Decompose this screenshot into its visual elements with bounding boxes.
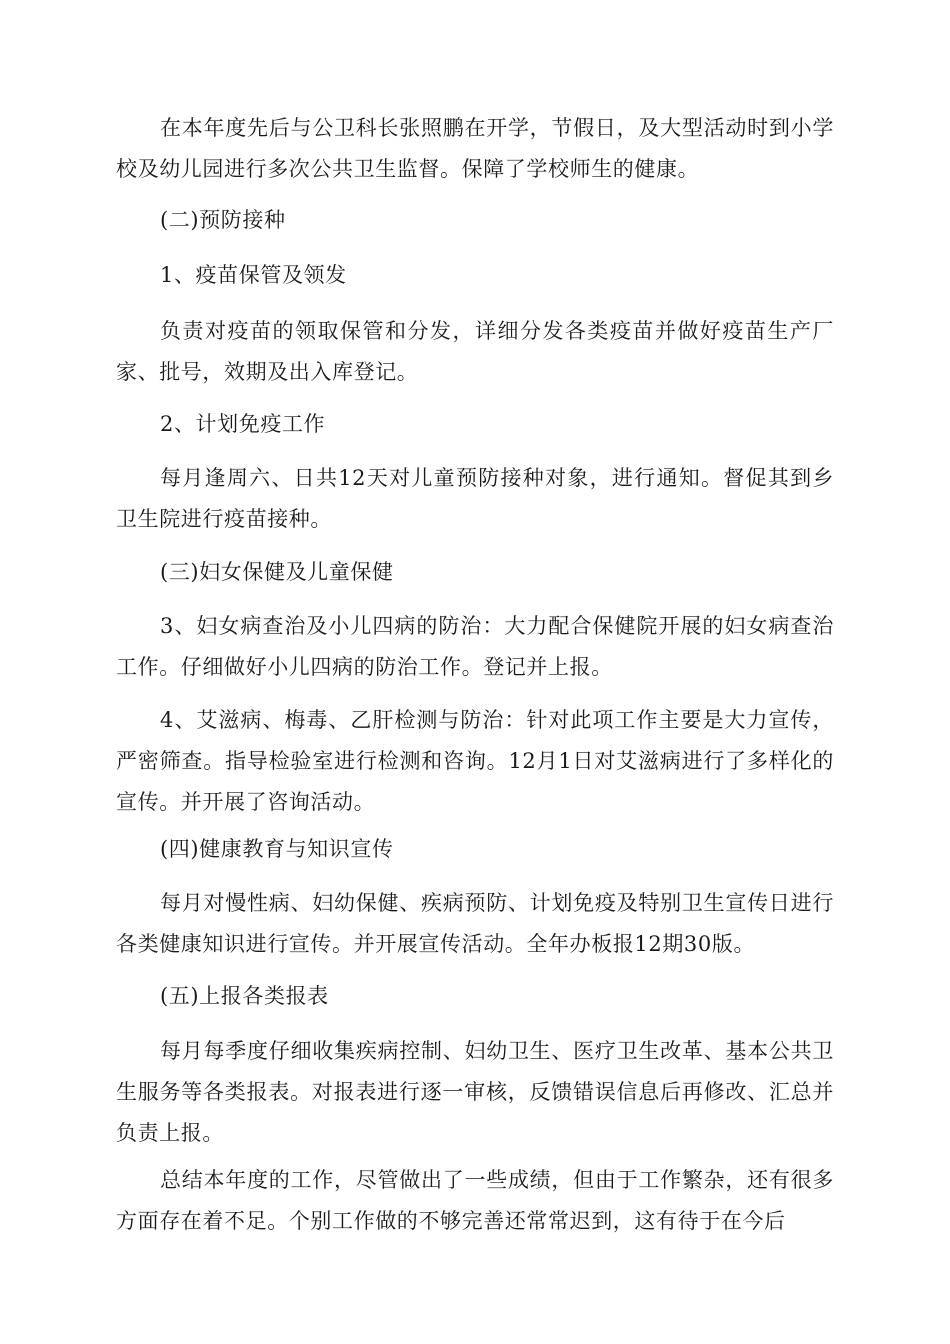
paragraph-aids-prevention: 4、艾滋病、梅毒、乙肝检测与防治：针对此项工作主要是大力宣传，严密筛查。指导检验室进行检测和咨询。12月1日对艾滋病进行了多样化的宣传。并开展了咨询活动。 (116, 708, 834, 814)
heading-women-children-health: (三)妇女保健及儿童保健 (160, 560, 394, 584)
paragraph-vaccine-distribution: 负责对疫苗的领取保管和分发，详细分发各类疫苗并做好疫苗生产厂家、批号，效期及出入库登记。 (116, 319, 834, 384)
paragraph-school-supervision: 在本年度先后与公卫科长张照鹏在开学，节假日，及大型活动时到小学校及幼儿园进行多次公共卫生监督。保障了学校师生的健康。 (116, 116, 834, 181)
heading-vaccine-storage: 1、疫苗保管及领发 (160, 263, 347, 287)
heading-reports: (五)上报各类报表 (160, 984, 329, 1008)
heading-health-education: (四)健康教育与知识宣传 (160, 837, 394, 861)
paragraph-summary: 总结本年度的工作，尽管做出了一些成绩，但由于工作繁杂，还有很多方面存在着不足。个别工作做的不够完善还常常迟到，这有待于在今后 (116, 1168, 834, 1233)
heading-immunization-plan: 2、计划免疫工作 (160, 412, 326, 436)
paragraph-health-publicity: 每月对慢性病、妇幼保健、疾病预防、计划免疫及特别卫生宣传日进行各类健康知识进行宣传。并开展宣传活动。全年办板报12期30版。 (116, 891, 834, 956)
paragraph-report-collection: 每月每季度仔细收集疾病控制、妇幼卫生、医疗卫生改革、基本公共卫生服务等各类报表。对报表进行逐一审核，反馈错误信息后再修改、汇总并负责上报。 (116, 1039, 834, 1145)
paragraph-child-vaccination: 每月逢周六、日共12天对儿童预防接种对象，进行通知。督促其到乡卫生院进行疫苗接种。 (116, 466, 834, 531)
paragraph-women-disease: 3、妇女病查治及小儿四病的防治：大力配合保健院开展的妇女病查治工作。仔细做好小儿四病的防治工作。登记并上报。 (116, 614, 834, 679)
heading-vaccination: (二)预防接种 (160, 208, 286, 232)
